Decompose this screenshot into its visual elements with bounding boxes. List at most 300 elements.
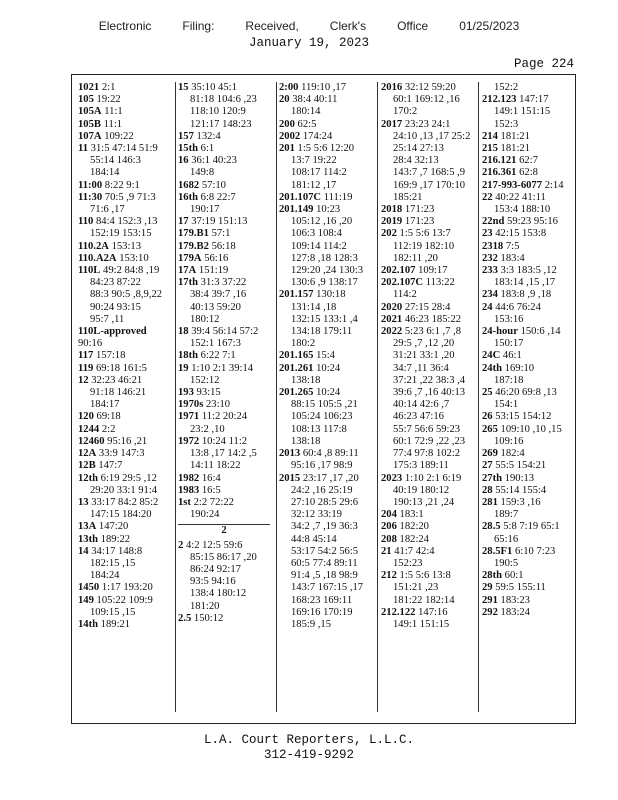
page-line-references: 143:7 167:15 ,17 bbox=[291, 582, 364, 594]
page-line-references: 2:2 bbox=[101, 423, 116, 435]
page-line-references: 23:10 bbox=[205, 399, 231, 411]
index-term: 11 bbox=[78, 143, 89, 155]
page-line-references: 35:10 45:1 bbox=[191, 82, 237, 93]
page-line-references: 10:24 bbox=[316, 387, 341, 399]
page-line-references: 60:1 72:9 ,22 ,23 bbox=[393, 435, 466, 447]
index-entry bbox=[178, 131, 270, 143]
page-line-references: 23:2 ,10 bbox=[190, 423, 225, 435]
page-line-references: 189:7 bbox=[494, 509, 519, 521]
page-line-references: 27:15 28:4 bbox=[404, 301, 451, 313]
page-line-references: 182:15 ,15 bbox=[90, 557, 136, 569]
index-entry bbox=[178, 265, 270, 277]
index-entry bbox=[78, 595, 170, 619]
index-term: 291 bbox=[482, 594, 498, 606]
page-line-references: 149:1 151:15 bbox=[393, 618, 450, 630]
page-line-references: 62:8 bbox=[519, 167, 538, 179]
page-line-references: 84:23 87:22 bbox=[90, 277, 141, 289]
page-line-references: 11:1 bbox=[103, 118, 123, 130]
page-line-references: 180:2 bbox=[291, 338, 316, 350]
index-entry bbox=[78, 375, 170, 412]
index-term: 26 bbox=[482, 411, 493, 423]
index-term: 12 bbox=[78, 374, 89, 386]
page-line-references: 28:4 32:13 bbox=[393, 155, 439, 167]
page-line-references: 108:13 117:8 bbox=[291, 423, 347, 435]
page-line-references: 153:10 bbox=[119, 252, 149, 264]
page-line-references: 181:22 182:14 bbox=[393, 594, 455, 606]
index-entry bbox=[78, 424, 170, 436]
page-line-references: 39:4 56:14 57:2 bbox=[191, 326, 259, 338]
index-term: 110L bbox=[78, 265, 101, 277]
page-line-references: 46:23 185:22 bbox=[404, 313, 462, 325]
index-entry bbox=[482, 155, 574, 167]
page-line-references: 187:18 bbox=[494, 374, 524, 386]
page-line-references: 88:15 105:5 ,21 bbox=[291, 399, 358, 411]
page-line-references: 40:19 180:12 bbox=[393, 484, 450, 496]
index-entry bbox=[78, 106, 170, 118]
index-term: 28.5 bbox=[482, 521, 501, 533]
index-term: 105 bbox=[78, 94, 94, 106]
page-line-references: 46:20 69:8 ,13 bbox=[495, 387, 557, 399]
page-line-references: 149:8 bbox=[190, 167, 215, 179]
index-entry bbox=[78, 119, 170, 131]
page-line-references: 138:4 180:12 bbox=[190, 588, 247, 600]
page-line-references: 2:14 bbox=[544, 179, 564, 191]
index-term: 13 bbox=[78, 496, 89, 508]
page-line-references: 90:16 bbox=[78, 338, 103, 350]
index-term: 2013 bbox=[279, 448, 301, 460]
index-entry bbox=[178, 485, 270, 497]
page-line-references: 189:21 bbox=[100, 618, 131, 630]
page-line-references: 34:17 148:8 bbox=[91, 545, 143, 557]
index-term: 14th bbox=[78, 618, 99, 630]
footer-phone: 312-419-9292 bbox=[263, 748, 354, 762]
index-entry bbox=[482, 143, 574, 155]
index-entry bbox=[78, 448, 170, 460]
index-term: 265 bbox=[482, 423, 498, 435]
index-term: 281 bbox=[482, 496, 498, 508]
page-line-references: 40:14 42:6 ,7 bbox=[393, 399, 450, 411]
index-entry bbox=[78, 82, 170, 94]
index-term: 200 bbox=[279, 118, 295, 130]
page-line-references: 37:21 ,22 38:3 ,4 bbox=[393, 374, 466, 386]
index-term: 16 bbox=[178, 155, 189, 167]
page-line-references: 152:23 bbox=[393, 557, 423, 569]
page-line-references: 60:5 77:4 89:11 bbox=[291, 557, 358, 569]
page-line-references: 182:20 bbox=[399, 521, 429, 533]
index-term: 107A bbox=[78, 130, 102, 142]
page-line-references: 109:15 ,15 bbox=[90, 606, 136, 618]
page-line-references: 14:11 18:22 bbox=[190, 460, 241, 472]
index-entry bbox=[381, 521, 473, 533]
index-term: 193 bbox=[178, 387, 194, 399]
page-line-references: 127:8 ,18 128:3 bbox=[291, 252, 358, 264]
index-term: 157 bbox=[178, 130, 194, 142]
page-line-references: 32:12 59:20 bbox=[404, 82, 456, 93]
index-entry bbox=[381, 326, 473, 472]
page-line-references: 11:1 bbox=[104, 106, 123, 118]
page-line-references: 53:17 54:2 56:5 bbox=[291, 545, 359, 557]
index-entry bbox=[78, 350, 170, 362]
index-entry bbox=[279, 204, 371, 289]
index-term: 233 bbox=[482, 265, 498, 277]
index-term: 18th bbox=[178, 350, 199, 362]
index-term: 1971 bbox=[178, 411, 200, 423]
page-line-references: 38:4 40:11 bbox=[292, 94, 338, 106]
page-line-references: 105:24 106:23 bbox=[291, 411, 353, 423]
index-entry bbox=[482, 94, 574, 131]
index-entry bbox=[482, 485, 574, 497]
index-term: 120 bbox=[78, 411, 94, 423]
index-term: 17th bbox=[178, 277, 199, 289]
index-entry bbox=[482, 411, 574, 423]
index-term: 201.165 bbox=[279, 350, 314, 362]
page-line-references: 153:13 bbox=[111, 240, 141, 252]
index-entry bbox=[279, 131, 371, 143]
index-entry bbox=[482, 497, 574, 521]
column-divider bbox=[478, 82, 479, 712]
page-line-references: 39:6 ,7 ,16 40:13 bbox=[393, 387, 466, 399]
index-term: 201.157 bbox=[279, 289, 314, 301]
index-entry bbox=[78, 546, 170, 583]
page-line-references: 23:23 24:1 bbox=[404, 118, 451, 130]
index-entry bbox=[482, 180, 574, 192]
index-entry bbox=[482, 167, 574, 179]
index-entry bbox=[78, 216, 170, 240]
page-line-references: 109:10 ,10 ,15 bbox=[500, 423, 562, 435]
index-entry bbox=[178, 82, 270, 131]
page-line-references: 60:4 ,8 89:11 bbox=[302, 448, 359, 460]
page-line-references: 132:15 133:1 ,4 bbox=[291, 313, 358, 325]
index-term: 1983 bbox=[178, 484, 200, 496]
index-term: 12th bbox=[78, 472, 99, 484]
index-term: 216.121 bbox=[482, 155, 517, 167]
page-line-references: 69:18 161:5 bbox=[95, 362, 147, 374]
index-term: 28th bbox=[482, 570, 503, 582]
page-line-references: 138:18 bbox=[291, 435, 321, 447]
index-entry bbox=[279, 82, 371, 94]
index-term: 1021 bbox=[78, 82, 100, 93]
index-term: 201.261 bbox=[279, 362, 314, 374]
index-entry bbox=[482, 228, 574, 240]
page-line-references: 182:11 ,20 bbox=[393, 252, 438, 264]
column-divider bbox=[175, 82, 176, 712]
page-line-references: 56:16 bbox=[204, 252, 229, 264]
page-line-references: 95:16 ,21 bbox=[107, 435, 148, 447]
index-entry bbox=[78, 265, 170, 326]
page-line-references: 24:2 ,16 25:19 bbox=[291, 484, 353, 496]
index-entry bbox=[279, 448, 371, 472]
page-line-references: 13:8 ,17 14:2 ,5 bbox=[190, 448, 257, 460]
index-term: 15th bbox=[178, 143, 199, 155]
page-line-references: 183:1 bbox=[399, 509, 424, 521]
page-line-references: 181:20 bbox=[190, 600, 220, 612]
index-term: 2:00 bbox=[279, 82, 299, 93]
index-term: 1982 bbox=[178, 472, 200, 484]
page-line-references: 95:7 ,11 bbox=[90, 313, 125, 325]
index-term: 110L-approved bbox=[78, 326, 147, 338]
index-entry bbox=[78, 473, 170, 497]
page-line-references: 109:16 bbox=[494, 435, 524, 447]
index-term: 11:00 bbox=[78, 179, 103, 191]
index-entry bbox=[482, 302, 574, 326]
page-line-references: 90:24 93:15 bbox=[90, 301, 141, 313]
index-entry bbox=[279, 363, 371, 387]
index-entry bbox=[178, 228, 270, 240]
page-line-references: 29:20 33:1 91:4 bbox=[90, 484, 158, 496]
index-term: 202 bbox=[381, 228, 397, 240]
index-entry bbox=[482, 448, 574, 460]
index-term: 117 bbox=[78, 350, 94, 362]
page-line-references: 55:14 146:3 bbox=[90, 155, 141, 167]
index-term: 2318 bbox=[482, 240, 504, 252]
index-entry bbox=[279, 387, 371, 448]
page-line-references: 152:1 167:3 bbox=[190, 338, 241, 350]
page-line-references: 6:8 22:7 bbox=[200, 191, 236, 203]
index-term: 2.5 bbox=[178, 612, 192, 624]
index-term: 202.107 bbox=[381, 265, 416, 277]
index-entry bbox=[482, 192, 574, 216]
page-line-references: 150:12 bbox=[193, 612, 224, 624]
index-term: 212.122 bbox=[381, 606, 416, 618]
index-column bbox=[279, 82, 371, 712]
index-term: 24 bbox=[482, 301, 493, 313]
page-line-references: 37:19 151:13 bbox=[191, 216, 248, 228]
index-entry bbox=[482, 289, 574, 301]
index-entry bbox=[482, 350, 574, 362]
page-line-references: 31:3 37:22 bbox=[200, 277, 247, 289]
index-entry bbox=[78, 180, 170, 192]
page-line-references: 57:10 bbox=[201, 179, 226, 191]
page-line-references: 2:2 72:22 bbox=[193, 496, 234, 508]
page-line-references: 171:23 bbox=[404, 204, 435, 216]
index-term: 2019 bbox=[381, 216, 403, 228]
index-term: 208 bbox=[381, 533, 397, 545]
page-line-references: 77:4 97:8 102:2 bbox=[393, 448, 461, 460]
page-line-references: 168:23 169:11 bbox=[291, 594, 353, 606]
index-entry bbox=[178, 326, 270, 350]
page-line-references: 41:7 42:4 bbox=[394, 545, 435, 557]
index-entry bbox=[482, 473, 574, 485]
index-column bbox=[178, 82, 270, 712]
index-term: 13A bbox=[78, 521, 97, 533]
index-entry bbox=[178, 411, 270, 435]
index-term: 13th bbox=[78, 533, 99, 545]
index-term: 1682 bbox=[178, 179, 200, 191]
page-line-references: 181:12 ,17 bbox=[291, 179, 337, 191]
page-line-references: 1:17 193:20 bbox=[101, 582, 153, 594]
page-line-references: 44:8 45:14 bbox=[291, 533, 337, 545]
index-entry bbox=[482, 595, 574, 607]
index-entry bbox=[381, 473, 473, 510]
filing-stamp-line: Electronic Filing: Received, Clerk's Office 01/25/2023 bbox=[98, 19, 520, 33]
index-term: 217-993-6077 bbox=[482, 179, 543, 191]
page-line-references: 190:17 bbox=[190, 204, 220, 216]
page-line-references: 40:22 41:11 bbox=[495, 191, 546, 203]
page-line-references: 108:17 114:2 bbox=[291, 167, 347, 179]
page-line-references: 1:10 2:1 6:19 bbox=[404, 472, 462, 484]
page-line-references: 32:12 33:19 bbox=[291, 509, 342, 521]
index-term: 15 bbox=[178, 82, 189, 93]
index-term: 2002 bbox=[279, 130, 301, 142]
page-line-references: 46:23 47:16 bbox=[393, 411, 444, 423]
index-entry bbox=[178, 253, 270, 265]
page-line-references: 180:12 bbox=[190, 313, 220, 325]
index-entry bbox=[279, 94, 371, 118]
index-term: 201 bbox=[279, 143, 295, 155]
page-line-references: 6:19 29:5 ,12 bbox=[100, 472, 157, 484]
page-line-references: 105:22 109:9 bbox=[96, 594, 153, 606]
index-term: 110 bbox=[78, 216, 94, 228]
page-line-references: 62:5 bbox=[297, 118, 317, 130]
page-line-references: 6:22 7:1 bbox=[200, 350, 236, 362]
index-entry bbox=[78, 619, 170, 631]
page-line-references: 16:5 bbox=[201, 484, 221, 496]
index-entry bbox=[482, 363, 574, 387]
page-line-references: 23:17 ,17 ,20 bbox=[302, 472, 359, 484]
index-term: 2015 bbox=[279, 472, 301, 484]
index-term: 2020 bbox=[381, 301, 403, 313]
page-line-references: 152:3 bbox=[494, 118, 519, 130]
page-line-references: 46:1 bbox=[502, 350, 522, 362]
page-line-references: 1:5 5:6 13:7 bbox=[399, 228, 451, 240]
index-term: 17A bbox=[178, 265, 197, 277]
index-entry bbox=[279, 143, 371, 192]
index-entry bbox=[482, 387, 574, 411]
page-line-references: 56:18 bbox=[211, 240, 236, 252]
index-entry bbox=[482, 570, 574, 582]
column-divider bbox=[276, 82, 277, 712]
index-entry bbox=[381, 82, 473, 119]
index-entry bbox=[178, 155, 270, 179]
index-entry bbox=[482, 460, 574, 472]
index-entry bbox=[178, 143, 270, 155]
page-line-references: 49:2 84:8 ,19 bbox=[103, 265, 160, 277]
page-line-references: 34:7 ,11 36:4 bbox=[393, 362, 449, 374]
page-line-references: 138:18 bbox=[291, 374, 321, 386]
page-line-references: 129:20 ,24 130:3 bbox=[291, 265, 364, 277]
page-line-references: 147:16 bbox=[418, 606, 448, 618]
index-term: 28.5F1 bbox=[482, 545, 513, 557]
page-line-references: 181:21 bbox=[500, 143, 530, 155]
index-term: 212.123 bbox=[482, 94, 517, 106]
page-line-references: 171:23 bbox=[404, 216, 435, 228]
index-entry bbox=[78, 326, 170, 350]
index-term: 206 bbox=[381, 521, 397, 533]
page-line-references: 40:13 59:20 bbox=[190, 301, 241, 313]
page-line-references: 152:12 bbox=[190, 374, 220, 386]
index-entry bbox=[279, 119, 371, 131]
page-line-references: 71:6 ,17 bbox=[90, 204, 125, 216]
index-entry bbox=[381, 546, 473, 570]
page-line-references: 113:22 bbox=[425, 277, 455, 289]
page-line-references: 81:18 104:6 ,23 bbox=[190, 94, 257, 106]
page-line-references: 147:7 bbox=[98, 460, 123, 472]
page-line-references: 114:2 bbox=[393, 289, 417, 301]
page-line-references: 147:15 184:20 bbox=[90, 509, 152, 521]
index-term: 2017 bbox=[381, 118, 403, 130]
page-line-references: 183:8 ,9 ,18 bbox=[500, 289, 552, 301]
index-term: 2016 bbox=[381, 82, 403, 93]
index-entry bbox=[78, 534, 170, 546]
page-line-references: 33:9 147:3 bbox=[98, 448, 145, 460]
page-line-references: 175:3 189:11 bbox=[393, 460, 449, 472]
page-line-references: 134:18 179:11 bbox=[291, 326, 353, 338]
page-line-references: 10:24 11:2 bbox=[201, 435, 248, 447]
page-number: Page 224 bbox=[513, 57, 574, 71]
index-entry bbox=[178, 540, 270, 613]
index-entry bbox=[178, 350, 270, 362]
page-line-references: 85:15 86:17 ,20 bbox=[190, 551, 257, 563]
page-line-references: 60:1 bbox=[504, 570, 524, 582]
page-line-references: 119:10 ,17 bbox=[301, 82, 347, 93]
page-line-references: 182:24 bbox=[399, 533, 429, 545]
index-term: 292 bbox=[482, 606, 498, 618]
page-line-references: 112:19 182:10 bbox=[393, 240, 455, 252]
index-entry bbox=[279, 192, 371, 204]
index-entry bbox=[178, 216, 270, 228]
index-entry bbox=[381, 119, 473, 204]
index-term: 28 bbox=[482, 484, 493, 496]
index-entry bbox=[482, 521, 574, 545]
index-entry bbox=[279, 350, 371, 362]
page-line-references: 25:14 27:13 bbox=[393, 143, 444, 155]
index-term: 19 bbox=[178, 362, 189, 374]
page-line-references: 3:3 183:5 ,12 bbox=[500, 265, 557, 277]
page-line-references: 182:4 bbox=[500, 448, 525, 460]
page-line-references: 190:5 bbox=[494, 557, 519, 569]
page-line-references: 130:6 ,9 138:17 bbox=[291, 277, 358, 289]
page-line-references: 150:17 bbox=[494, 338, 524, 350]
page-line-references: 44:6 76:24 bbox=[495, 301, 541, 313]
page-line-references: 121:17 148:23 bbox=[190, 118, 252, 130]
index-entry bbox=[178, 387, 270, 399]
page-line-references: 105:12 ,16 ,20 bbox=[291, 216, 353, 228]
index-term: 24-hour bbox=[482, 326, 518, 338]
page-line-references: 60:1 169:12 ,16 bbox=[393, 94, 460, 106]
index-term: 16th bbox=[178, 191, 199, 203]
index-term: 24th bbox=[482, 362, 503, 374]
index-term: 110.A2A bbox=[78, 252, 117, 264]
page-line-references: 1:5 5:6 13:8 bbox=[399, 570, 451, 582]
page-line-references: 109:22 bbox=[104, 130, 134, 142]
page-line-references: 16:4 bbox=[201, 472, 221, 484]
page-line-references: 55:7 56:6 59:23 bbox=[393, 423, 461, 435]
page-line-references: 7:5 bbox=[505, 240, 520, 252]
index-entry bbox=[381, 265, 473, 277]
index-entry bbox=[78, 521, 170, 533]
page-line-references: 11:2 20:24 bbox=[201, 411, 248, 423]
page-line-references: 33:17 84:2 85:2 bbox=[91, 496, 159, 508]
index-term: 12A bbox=[78, 448, 97, 460]
index-term: 24C bbox=[482, 350, 501, 362]
page-line-references: 169:10 bbox=[504, 362, 535, 374]
index-term: 149 bbox=[78, 594, 94, 606]
index-term: 22 bbox=[482, 191, 493, 203]
page-line-references: 189:22 bbox=[100, 533, 131, 545]
index-entry bbox=[381, 534, 473, 546]
index-term: 17 bbox=[178, 216, 189, 228]
index-entry bbox=[381, 216, 473, 228]
index-term: 202.107C bbox=[381, 277, 424, 289]
index-term: 1450 bbox=[78, 582, 100, 594]
page-line-references: 95:16 ,17 98:9 bbox=[291, 460, 353, 472]
index-entry bbox=[482, 216, 574, 228]
page-line-references: 190:13 bbox=[504, 472, 535, 484]
page-line-references: 169:9 ,17 170:10 bbox=[393, 179, 466, 191]
index-term: 110.2A bbox=[78, 240, 109, 252]
index-term: 201.149 bbox=[279, 204, 314, 216]
page-line-references: 13:7 19:22 bbox=[291, 155, 337, 167]
